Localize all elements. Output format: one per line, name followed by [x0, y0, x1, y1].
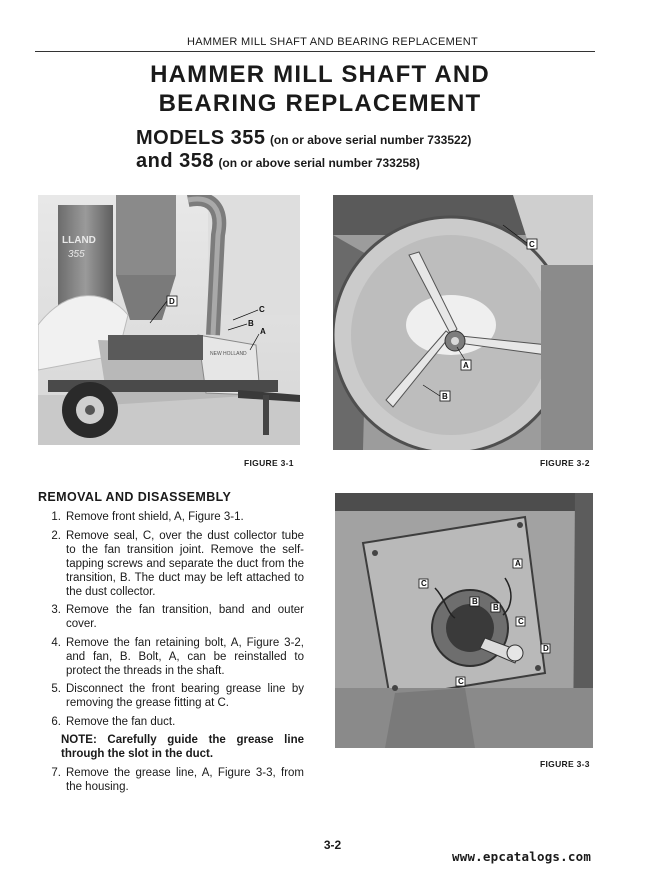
- fig3-callout-b-2: B: [493, 603, 499, 612]
- body-brand-text: NEW HOLLAND: [210, 351, 247, 357]
- fig3-callout-b-1: B: [472, 597, 478, 606]
- step-text: Remove the fan duct.: [66, 715, 176, 728]
- figure-3-2-caption: FIGURE 3-2: [540, 458, 590, 468]
- models-358: and 358: [136, 150, 214, 172]
- fig1-callout-b: B: [248, 319, 254, 328]
- page-title-line-1: HAMMER MILL SHAFT AND: [150, 61, 490, 88]
- step-7: [38, 766, 304, 794]
- fig1-callout-a: A: [260, 327, 266, 336]
- step-text: Remove the grease line, A, Figure 3-3, from the housing.: [66, 767, 304, 793]
- step-4: [38, 636, 304, 678]
- step-5: [38, 682, 304, 710]
- tank-brand-text: LLAND: [62, 235, 96, 246]
- fig3-callout-a: A: [515, 559, 521, 568]
- serial-358: (on or above serial number 733258): [218, 156, 420, 170]
- figure-3-2-photo: [333, 195, 593, 450]
- step-list: [38, 510, 304, 799]
- step-number: 7.: [51, 767, 61, 779]
- tank-model-text: 355: [68, 249, 85, 260]
- step-text: Remove seal, C, over the dust collector tube to the fan transition joint. Remove the self-tapping screws and separate the duct from the transition, B. The duct may be left attached to the dust collector.: [66, 529, 304, 598]
- page-title-line-2: BEARING REPLACEMENT: [158, 90, 482, 117]
- step-number: 1.: [51, 511, 61, 523]
- step-number: 4.: [51, 636, 61, 649]
- step-text: Remove the fan transition, band and outer cover.: [66, 604, 304, 630]
- serial-355: (on or above serial number 733522): [269, 133, 472, 147]
- step-text: Disconnect the front bearing grease line by removing the grease fitting at C.: [66, 683, 304, 709]
- models-355: MODELS 355: [136, 127, 266, 149]
- step-number: 2.: [51, 529, 61, 542]
- page-number: 3-2: [323, 838, 342, 852]
- step-3: [38, 603, 304, 631]
- step-number: 3.: [51, 604, 61, 616]
- step-number: 5.: [51, 683, 61, 695]
- step-1: [38, 510, 304, 524]
- models-line-2: [136, 150, 420, 173]
- figure-3-3-caption: FIGURE 3-3: [540, 759, 590, 769]
- fig3-callout-c-1: C: [421, 579, 427, 588]
- figure-3-1-caption: FIGURE 3-1: [244, 458, 294, 468]
- step-6: [38, 715, 304, 729]
- figure-3-3-photo: [335, 493, 593, 748]
- fig3-callout-d: D: [543, 644, 549, 653]
- section-heading: REMOVAL AND DISASSEMBLY: [38, 490, 232, 504]
- models-line-1: [136, 127, 471, 150]
- header-rule: [35, 51, 595, 52]
- fig1-callout-c: C: [259, 305, 265, 314]
- fig2-callout-a: A: [463, 361, 469, 370]
- fig2-callout-b: B: [442, 392, 448, 401]
- step-number: 6.: [51, 715, 61, 728]
- grease-line-note: NOTE: Carefully guide the grease line through the slot in the duct.: [61, 734, 304, 760]
- fig2-callout-c: C: [529, 240, 535, 249]
- watermark-url: www.epcatalogs.com: [452, 849, 592, 864]
- figure-3-1-photo: [38, 195, 300, 445]
- fig3-callout-c-2: C: [518, 617, 524, 626]
- step-text: Remove the fan retaining bolt, A, Figure 3-2, and fan, B. Bolt, A, can be reinstalled to protect the threads in the shaft.: [66, 636, 304, 677]
- fig1-callout-d: D: [169, 297, 175, 306]
- step-text: Remove front shield, A, Figure 3-1.: [66, 511, 244, 523]
- step-2: [38, 529, 304, 599]
- running-header: HAMMER MILL SHAFT AND BEARING REPLACEMENT: [186, 36, 479, 48]
- fig3-callout-c-3: C: [458, 677, 464, 686]
